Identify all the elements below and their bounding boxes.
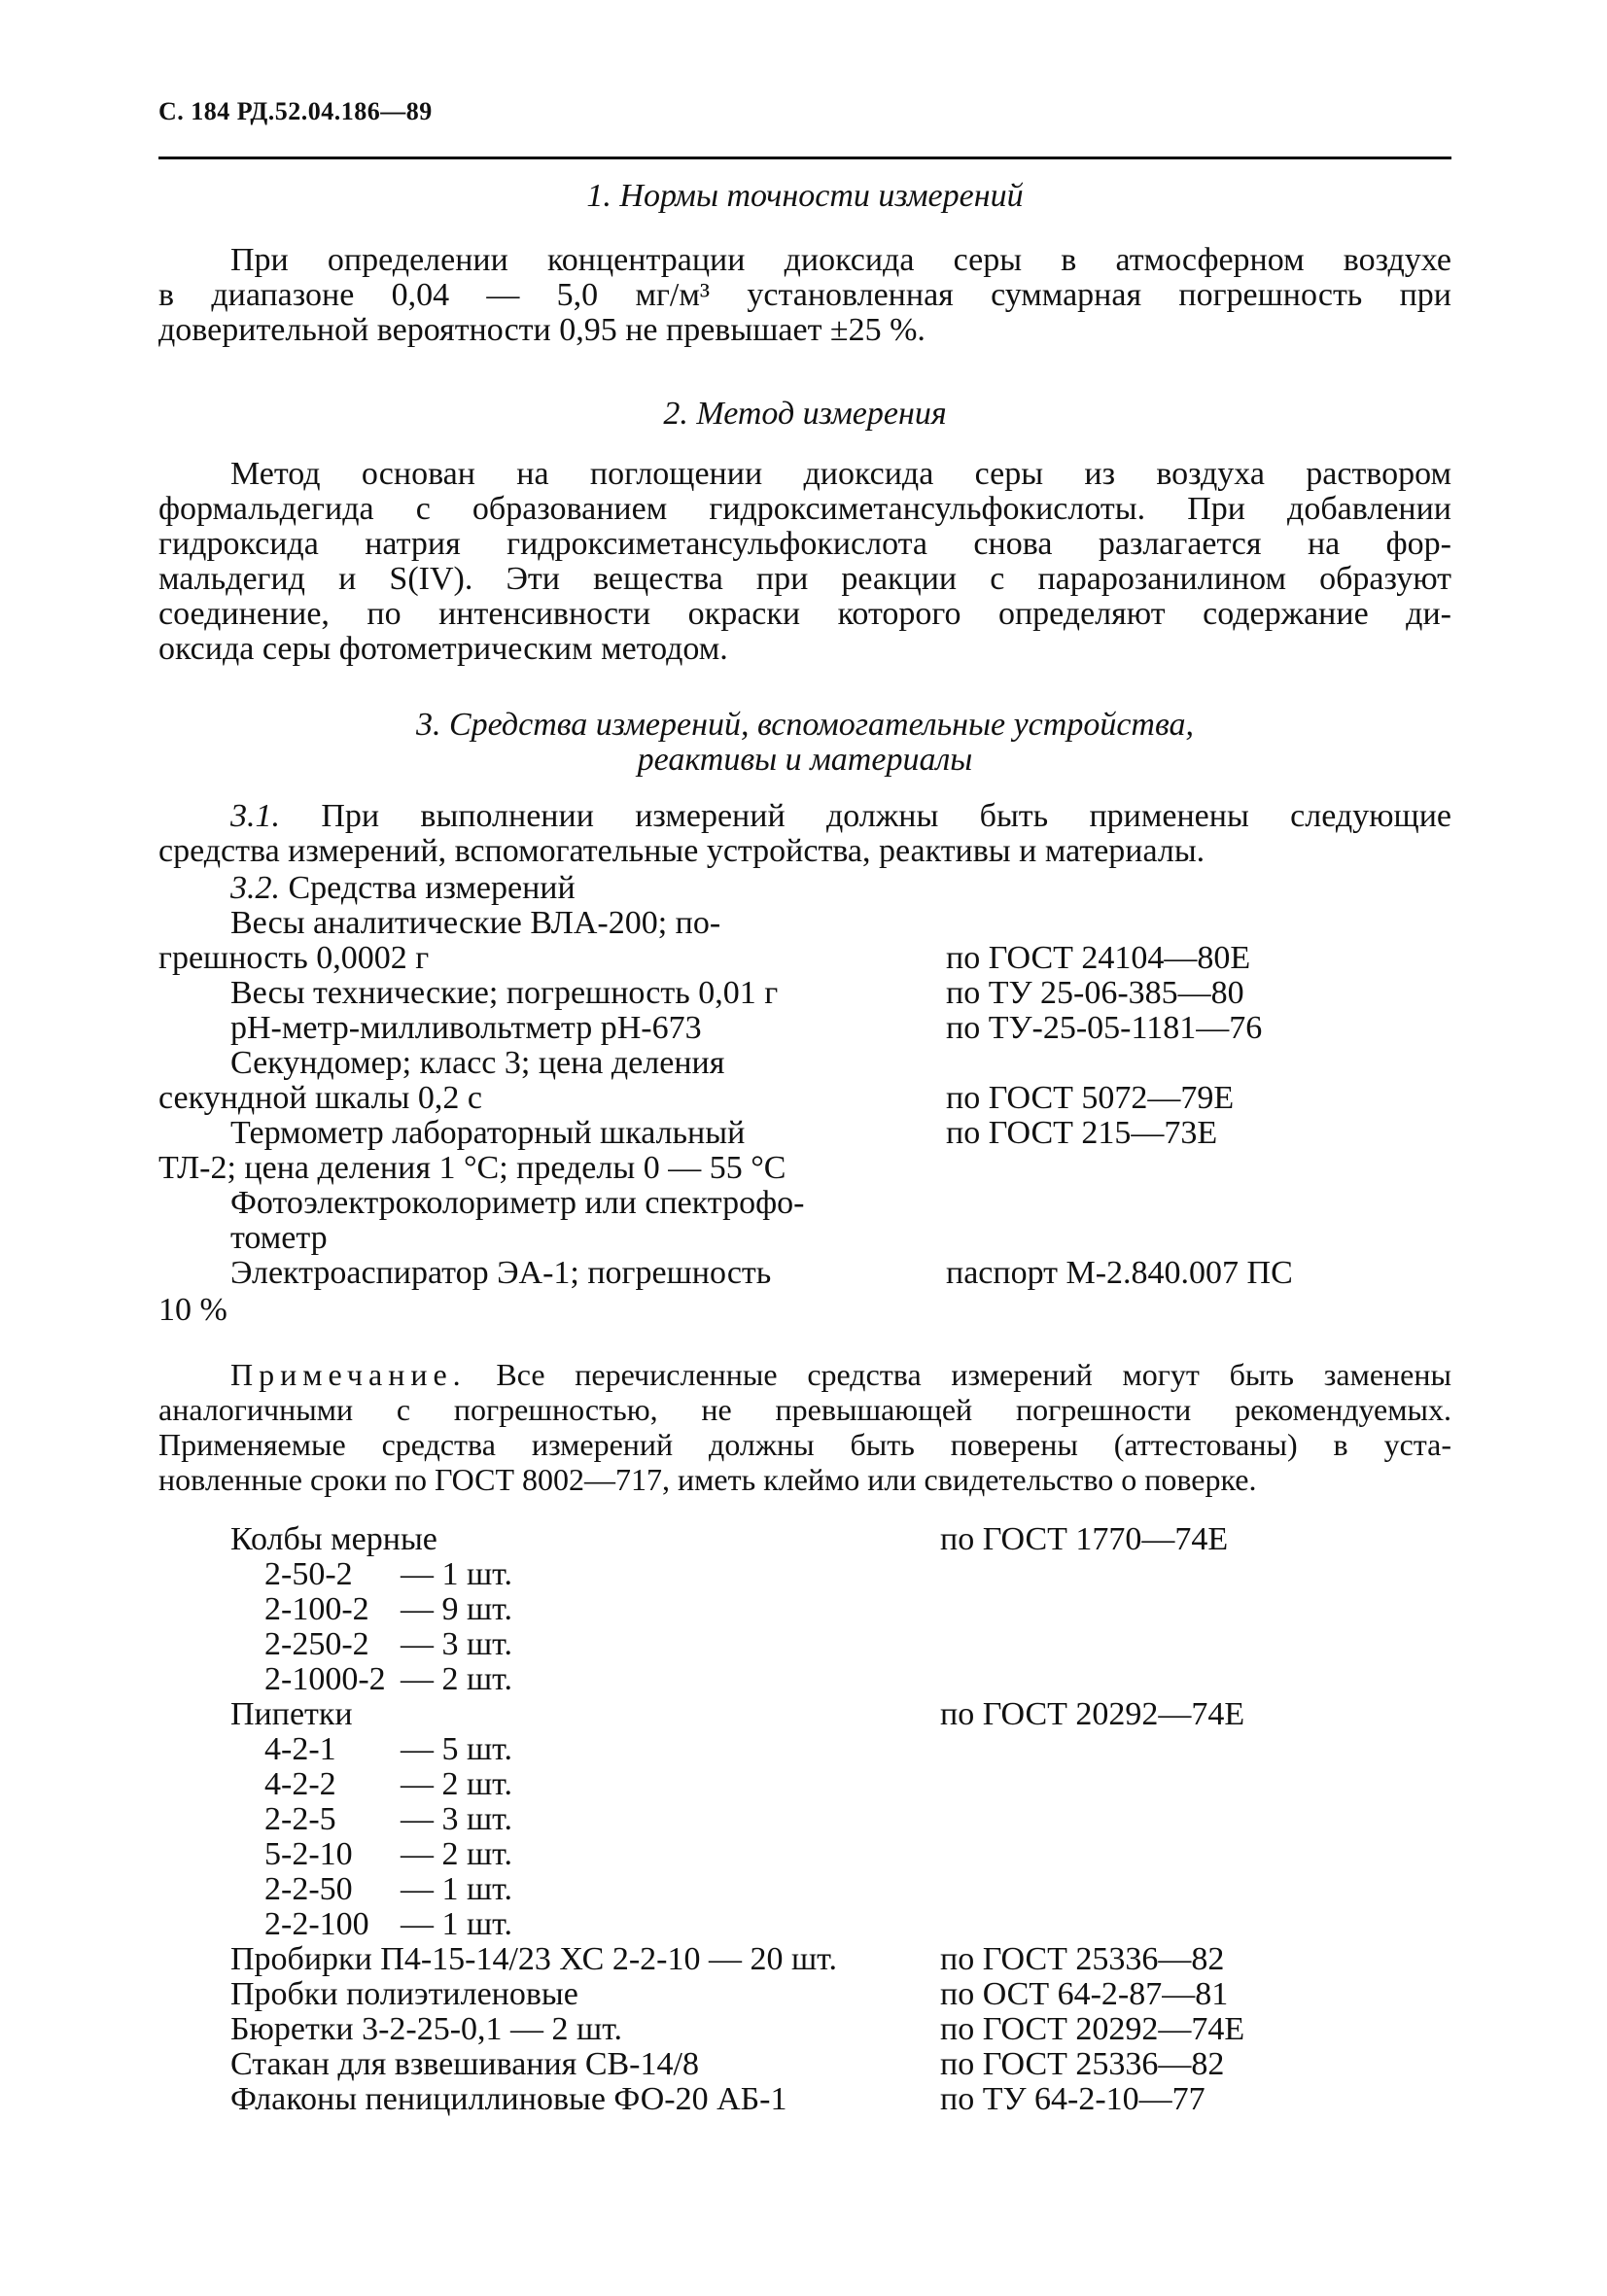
paragraph-line: доверительной вероятности 0,95 не превышает ±25 %. xyxy=(158,313,926,348)
instrument-name: ТЛ-2; цена деления 1 °С; пределы 0 — 55 °С xyxy=(158,1150,786,1186)
instrument-row xyxy=(158,1116,1451,1151)
item-standard: по ГОСТ 25336—82 xyxy=(940,2046,1225,2082)
clause-number: 3.1. xyxy=(230,799,280,834)
item-code: 4-2-1 xyxy=(264,1731,336,1767)
instrument-standard: по ТУ-25-05-1181—76 xyxy=(946,1010,1263,1046)
instrument-row xyxy=(158,1081,1451,1116)
paragraph-line: оксида серы фотометрическим методом. xyxy=(158,632,728,667)
instrument-row xyxy=(158,1293,1451,1328)
section-2-title: 2. Метод измерения xyxy=(663,396,947,432)
item-standard: по ОСТ 64-2-87—81 xyxy=(940,1976,1229,2012)
item-code: 2-2-100 xyxy=(264,1906,369,1942)
instrument-row xyxy=(158,941,1451,976)
instrument-standard: по ТУ 25-06-385—80 xyxy=(946,975,1244,1011)
instrument-name: 10 % xyxy=(158,1292,227,1328)
note-text: Все перечисленные средства измерений могут быть заменены xyxy=(466,1357,1451,1392)
paragraph-line: новленные сроки по ГОСТ 8002—717, иметь клеймо или свидетельство о поверке. xyxy=(158,1462,1257,1497)
item-code: 2-50-2 xyxy=(264,1556,353,1592)
paragraph-line xyxy=(158,799,1451,834)
clause-3-2 xyxy=(158,871,1451,906)
section-3-title-line-2: реактивы и материалы xyxy=(637,742,973,778)
paragraph-line: средства измерений, вспомогательные устройства, реактивы и материалы. xyxy=(158,834,1205,869)
item-name: Флаконы пенициллиновые ФО-20 АБ-1 xyxy=(230,2081,787,2117)
paragraph-line: аналогичными с погрешностью, не превышающей погрешности рекомендуемых. xyxy=(158,1392,1451,1427)
item-standard: по ГОСТ 1770—74Е xyxy=(940,1521,1229,1557)
section-3-title-line-1: 3. Средства измерений, вспомогательные устройства, xyxy=(415,707,1194,743)
instrument-name: Электроаспиратор ЭА-1; погрешность xyxy=(230,1255,772,1291)
material-row xyxy=(230,2047,1451,2082)
instrument-row xyxy=(158,1011,1451,1046)
instrument-name: Секундомер; класс 3; цена деления xyxy=(230,1045,725,1081)
material-row xyxy=(230,2012,1451,2047)
header-rule xyxy=(158,157,1451,159)
item-qty: — 1 шт. xyxy=(401,1556,512,1592)
item-standard: по ГОСТ 25336—82 xyxy=(940,1941,1225,1977)
note-label: Примечание. xyxy=(230,1357,467,1392)
item-qty: — 1 шт. xyxy=(401,1906,512,1942)
item-code: 2-100-2 xyxy=(264,1591,369,1627)
instrument-row xyxy=(158,1256,1451,1291)
material-row xyxy=(230,2082,1451,2117)
item-qty: — 1 шт. xyxy=(401,1871,512,1907)
item-qty: — 3 шт. xyxy=(401,1801,512,1837)
paragraph-line: в диапазоне 0,04 — 5,0 мг/м³ установленная суммарная погрешность при xyxy=(158,278,1451,313)
material-row xyxy=(230,1977,1451,2012)
item-qty: — 5 шт. xyxy=(401,1731,512,1767)
paragraph-line: соединение, по интенсивности окраски которого определяют содержание ди- xyxy=(158,597,1451,632)
item-standard: по ГОСТ 20292—74Е xyxy=(940,1696,1245,1732)
item-name: Пипетки xyxy=(230,1696,353,1732)
clause-text: При выполнении измерений должны быть применены следующие xyxy=(321,799,1451,834)
item-qty: — 9 шт. xyxy=(401,1591,512,1627)
instrument-name: грешность 0,0002 г xyxy=(158,940,430,976)
instrument-row xyxy=(158,906,1451,941)
paragraph-line: При определении концентрации диоксида серы в атмосферном воздухе xyxy=(230,243,1451,278)
page-header: С. 184 РД.52.04.186—89 xyxy=(158,97,433,125)
item-code: 5-2-10 xyxy=(264,1836,353,1872)
item-name: Колбы мерные xyxy=(230,1521,437,1557)
clause-3-1 xyxy=(158,799,1451,869)
item-code: 2-2-5 xyxy=(264,1801,336,1837)
item-code: 2-2-50 xyxy=(264,1871,353,1907)
item-name: Стакан для взвешивания СВ-14/8 xyxy=(230,2046,699,2082)
item-name: Пробки полиэтиленовые xyxy=(230,1976,578,2012)
paragraph-line xyxy=(158,871,1451,906)
paragraph-line: Применяемые средства измерений должны быть поверены (аттестованы) в уста- xyxy=(158,1427,1451,1462)
instrument-row xyxy=(158,1186,1451,1221)
instrument-name: тометр xyxy=(230,1220,328,1256)
section-1-paragraph xyxy=(158,243,1451,348)
note-paragraph xyxy=(158,1357,1451,1497)
instrument-standard: по ГОСТ 215—73Е xyxy=(946,1115,1218,1151)
item-qty: — 2 шт. xyxy=(401,1661,512,1697)
item-name: Пробирки П4-15-14/23 ХС 2-2-10 — 20 шт. xyxy=(230,1941,837,1977)
paragraph-line: мальдегид и S(IV). Эти вещества при реакции с парарозанилином образуют xyxy=(158,562,1451,597)
instrument-standard: по ГОСТ 5072—79Е xyxy=(946,1080,1235,1116)
item-standard: по ТУ 64-2-10—77 xyxy=(940,2081,1205,2117)
instrument-name: Фотоэлектроколориметр или спектрофо- xyxy=(230,1185,805,1221)
instrument-name: Весы аналитические ВЛА-200; по- xyxy=(230,905,721,941)
section-1-title: 1. Нормы точности измерений xyxy=(586,178,1024,214)
section-2-paragraph xyxy=(158,457,1451,667)
instrument-standard: по ГОСТ 24104—80Е xyxy=(946,940,1251,976)
clause-number: 3.2. xyxy=(230,871,280,906)
instrument-row xyxy=(158,976,1451,1011)
item-code: 2-1000-2 xyxy=(264,1661,386,1697)
instrument-row xyxy=(158,1151,1451,1186)
paragraph-line: гидроксида натрия гидроксиметансульфокислота снова разлагается на фор- xyxy=(158,527,1451,562)
item-qty: — 2 шт. xyxy=(401,1836,512,1872)
clause-text: Средства измерений xyxy=(288,871,576,906)
item-name: Бюретки 3-2-25-0,1 — 2 шт. xyxy=(230,2011,623,2047)
item-code: 2-250-2 xyxy=(264,1626,369,1662)
paragraph-line: Метод основан на поглощении диоксида серы из воздуха раствором xyxy=(230,457,1451,492)
flasks-row xyxy=(230,1522,1451,1557)
instrument-name: Термометр лабораторный шкальный xyxy=(230,1115,746,1151)
item-qty: — 2 шт. xyxy=(401,1766,512,1802)
item-standard: по ГОСТ 20292—74Е xyxy=(940,2011,1245,2047)
item-code: 4-2-2 xyxy=(264,1766,336,1802)
instrument-row xyxy=(158,1221,1451,1256)
paragraph-line: формальдегида с образованием гидроксиметансульфокислоты. При добавлении xyxy=(158,492,1451,527)
item-qty: — 3 шт. xyxy=(401,1626,512,1662)
instrument-name: Весы технические; погрешность 0,01 г xyxy=(230,975,779,1011)
pipettes-row xyxy=(230,1697,1451,1732)
instrument-name: секундной шкалы 0,2 с xyxy=(158,1080,482,1116)
material-row xyxy=(230,1942,1451,1977)
instrument-standard: паспорт М-2.840.007 ПС xyxy=(946,1255,1293,1291)
instrument-row xyxy=(158,1046,1451,1081)
paragraph-line xyxy=(158,1357,1451,1392)
instrument-name: рН-метр-милливольтметр рН-673 xyxy=(230,1010,702,1046)
